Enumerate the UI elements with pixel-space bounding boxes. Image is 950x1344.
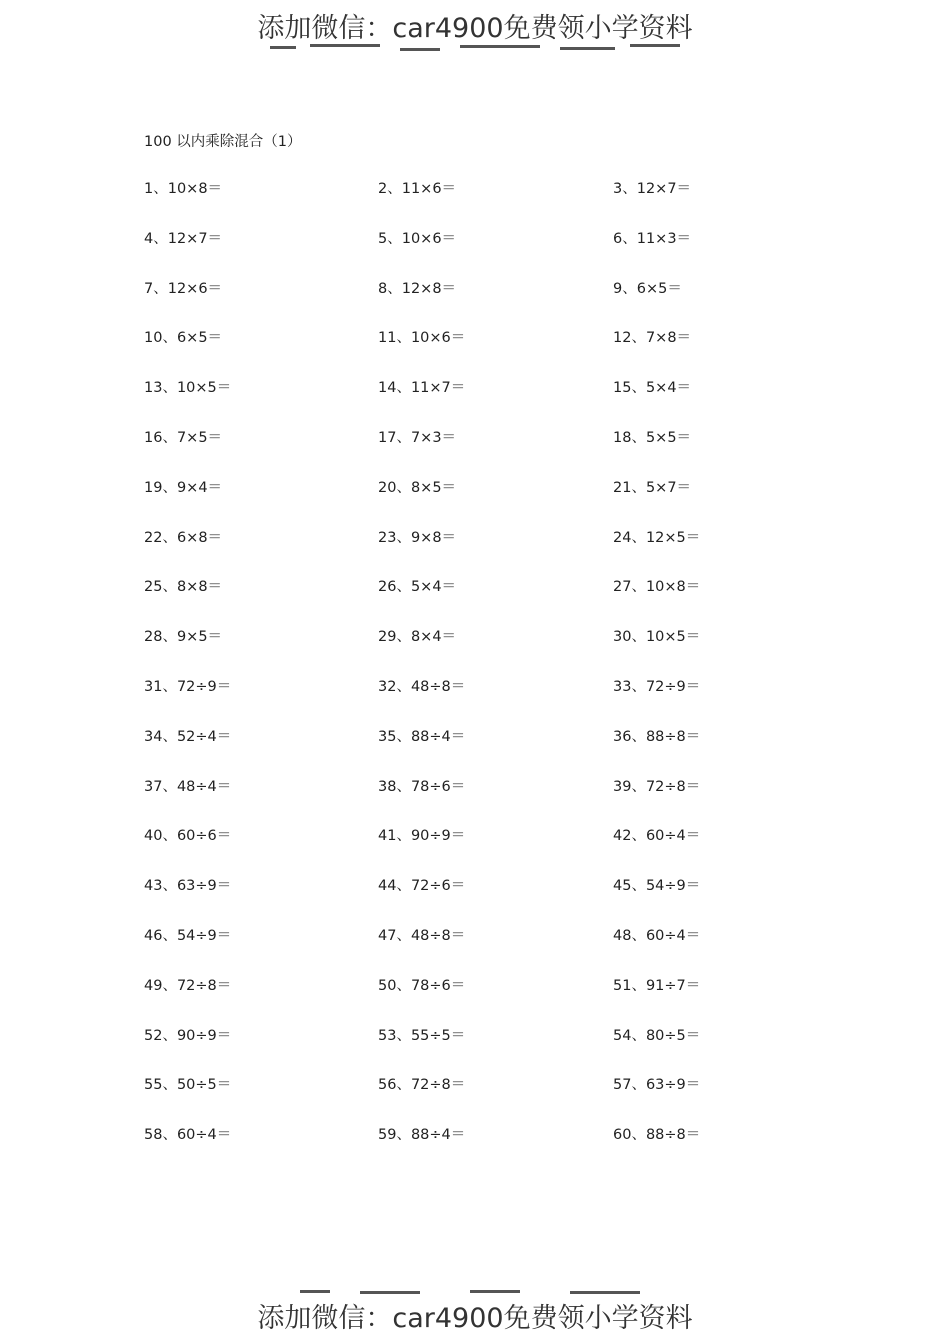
problem-item: 9、6×5＝ [613,280,682,297]
problem-grid [144,178,864,1174]
problem-item: 7、12×6＝ [144,280,223,297]
problem-item: 13、10×5＝ [144,380,232,397]
header-watermark-banner: 添加微信：car4900免费领小学资料 [257,13,693,44]
problem-item: 17、7×3＝ [378,429,457,446]
problem-item: 44、72÷6＝ [378,878,466,895]
problem-item: 3、12×7＝ [613,181,692,197]
problem-item: 53、55÷5＝ [378,1027,466,1044]
problem-item: 31、72÷9＝ [144,678,232,695]
problem-item: 47、48÷8＝ [378,927,466,944]
problem-item: 54、80÷5＝ [613,1027,701,1044]
problem-item: 50、78÷6＝ [378,977,466,994]
problem-item: 4、12×7＝ [144,230,223,247]
problem-item: 41、90÷9＝ [378,828,466,845]
problem-item: 60、88÷8＝ [613,1127,701,1144]
problem-item: 26、5×4＝ [378,579,457,596]
problem-item: 18、5×5＝ [613,429,692,446]
problem-item: 58、60÷4＝ [144,1127,232,1144]
problem-item: 30、10×5＝ [613,629,701,646]
problem-item: 22、6×8＝ [144,529,223,546]
problem-item: 55、50÷5＝ [144,1077,232,1094]
problem-item: 39、72÷8＝ [613,778,701,795]
problem-item: 37、48÷4＝ [144,778,232,795]
problem-item: 15、5×4＝ [613,380,692,397]
problem-item: 56、72÷8＝ [378,1077,466,1094]
problem-item: 35、88÷4＝ [378,728,466,745]
problem-item: 42、60÷4＝ [613,828,701,845]
problem-item: 11、10×6＝ [378,330,466,347]
problem-item: 12、7×8＝ [613,330,692,347]
problem-item: 49、72÷8＝ [144,977,232,994]
problem-item: 40、60÷6＝ [144,828,232,845]
problem-item: 59、88÷4＝ [378,1127,466,1144]
problem-item: 14、11×7＝ [378,380,466,397]
problem-item: 48、60÷4＝ [613,927,701,944]
problem-item: 51、91÷7＝ [613,977,701,994]
problem-item: 46、54÷9＝ [144,927,232,944]
footer-clipped-text-line [270,1282,680,1296]
problem-item: 57、63÷9＝ [613,1077,701,1094]
problem-item: 32、48÷8＝ [378,678,466,695]
problem-item: 34、52÷4＝ [144,728,232,745]
problem-item: 25、8×8＝ [144,579,223,596]
problem-item: 19、9×4＝ [144,479,223,496]
problem-item: 2、11×6＝ [378,181,457,197]
problem-item: 28、9×5＝ [144,629,223,646]
problem-item: 8、12×8＝ [378,280,457,297]
problem-item: 5、10×6＝ [378,230,457,247]
problem-item: 6、11×3＝ [613,230,692,247]
problem-item: 20、8×5＝ [378,479,457,496]
problem-item: 16、7×5＝ [144,429,223,446]
problem-item: 24、12×5＝ [613,529,701,546]
problem-item: 21、5×7＝ [613,479,692,496]
worksheet-title: 100 以内乘除混合（1） [144,134,302,150]
problem-item: 27、10×8＝ [613,579,701,596]
problem-item: 33、72÷9＝ [613,678,701,695]
problem-item: 36、88÷8＝ [613,728,701,745]
problem-item: 43、63÷9＝ [144,878,232,895]
problem-item: 23、9×8＝ [378,529,457,546]
problem-item: 38、78÷6＝ [378,778,466,795]
problem-item: 29、8×4＝ [378,629,457,646]
header-clipped-text-line [270,42,680,56]
footer-watermark-banner: 添加微信：car4900免费领小学资料 [257,1303,693,1334]
problem-item: 52、90÷9＝ [144,1027,232,1044]
problem-item: 45、54÷9＝ [613,878,701,895]
problem-item: 10、6×5＝ [144,330,223,347]
problem-item: 1、10×8＝ [144,181,223,197]
